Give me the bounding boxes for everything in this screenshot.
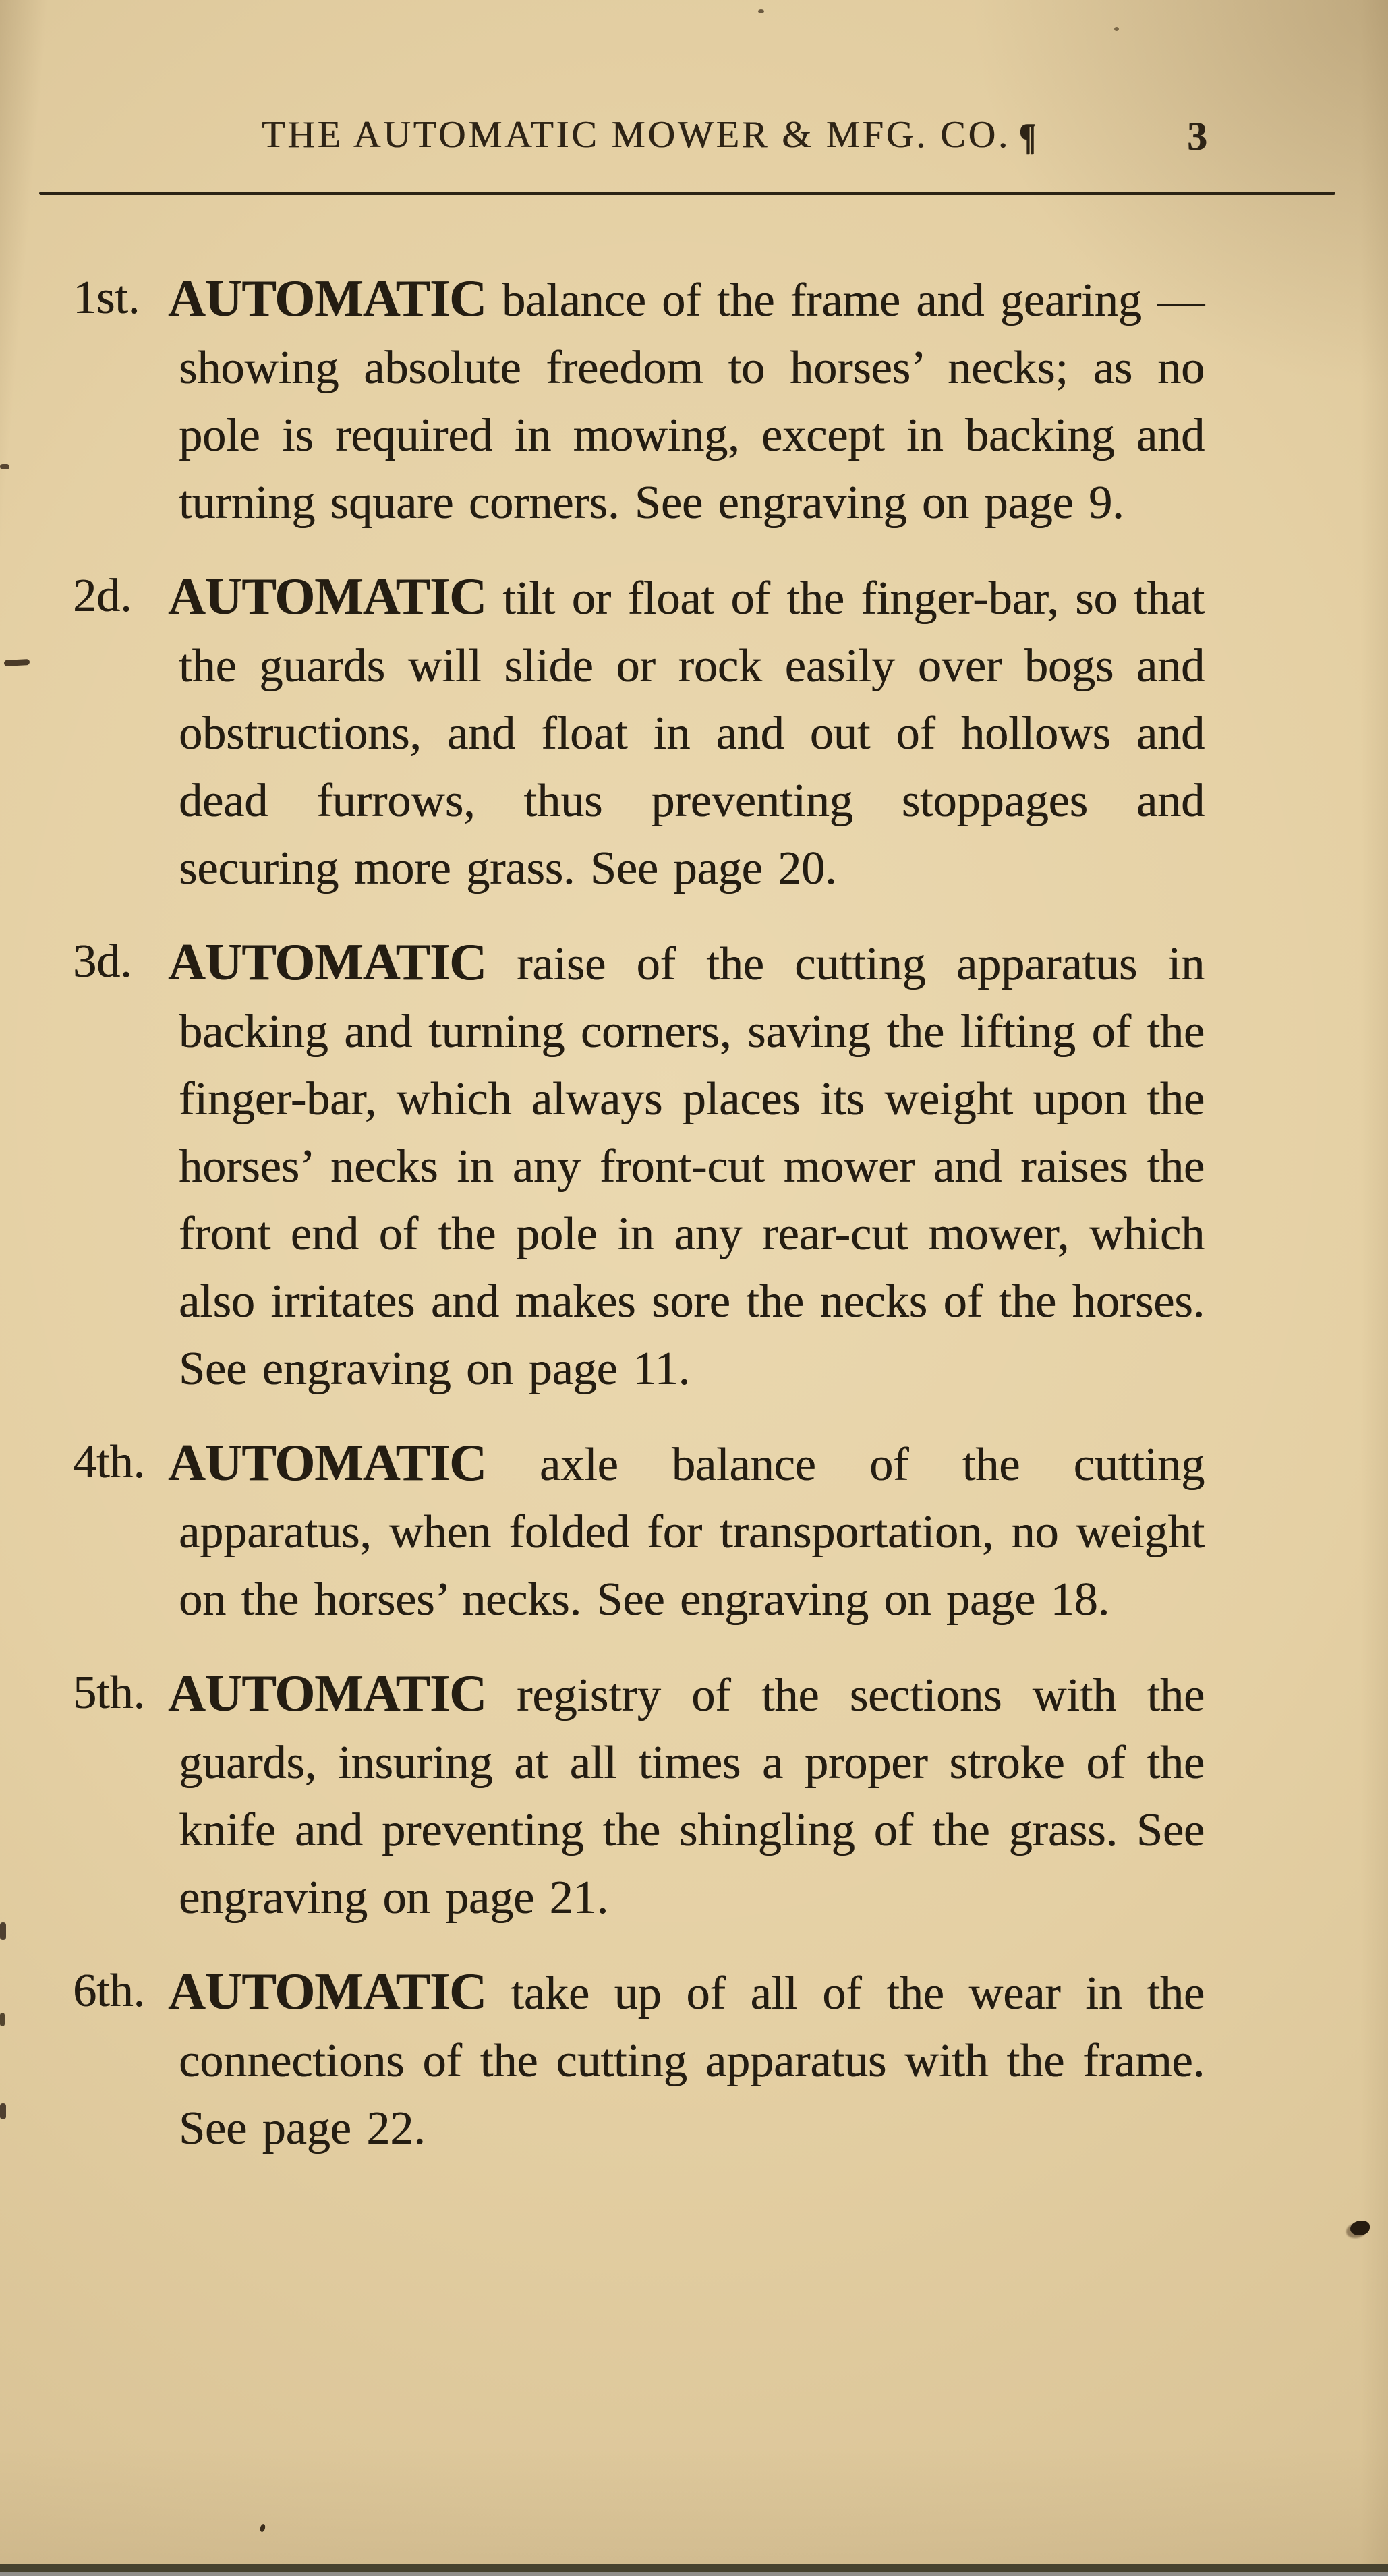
list-item [73, 1957, 1205, 2163]
item-body: balance of the frame and gearing — showing absolute freedom to horses’ necks; as no pole is required in mowing, except in backing and turning square corners. See engraving on page 9. [179, 275, 1205, 529]
list-item [73, 563, 1205, 903]
item-keyword: AUTOMATIC [168, 933, 486, 991]
list-item [73, 264, 1205, 537]
scan-bottom-edge [0, 2564, 1388, 2572]
item-body: take up of all of the wear in the connections of the cutting apparatus with the frame. See page 22. [179, 1968, 1205, 2154]
scanner-bed-strip [0, 2572, 1388, 2576]
running-title [262, 113, 1037, 156]
item-body: registry of the sections with the guards, insuring at all times a proper stroke of the knife and preventing the shingling of the grass. See engraving on page 21. [179, 1669, 1205, 1924]
item-keyword: AUTOMATIC [168, 567, 486, 625]
running-title-text: THE AUTOMATIC MOWER & MFG. CO. [262, 114, 1010, 156]
item-text [168, 563, 1205, 903]
item-text [168, 928, 1205, 1403]
item-keyword: AUTOMATIC [168, 1962, 486, 2020]
header-rule [39, 192, 1335, 195]
item-body: raise of the cutting apparatus in backing and turning corners, saving the lifting of the finger-bar, which always places its weight upon the horses’ necks in any front-cut mower and raises the front end of the pole in any rear-cut mower, which also irritates and makes sore the necks of the horses. See engraving on page 11. [179, 938, 1205, 1395]
item-number: 4th. [73, 1436, 145, 1488]
ink-speck [260, 2523, 266, 2532]
item-keyword: AUTOMATIC [168, 1664, 486, 1722]
page-edge-mark [0, 2013, 5, 2026]
ink-speck [758, 9, 764, 13]
item-number: 1st. [73, 272, 140, 324]
item-text [168, 1429, 1205, 1634]
page-edge-mark [0, 2103, 6, 2119]
page-header [0, 113, 1388, 166]
ink-blot [1350, 2221, 1370, 2235]
pilcrow-mark: ¶ [1018, 116, 1036, 158]
list-item [73, 1429, 1205, 1634]
item-body: tilt or float of the finger-bar, so that the guards will slide or rock easily over bogs and obstructions, and float in and out of hollows and dead furrows, thus preventing stoppages and securing more grass. See page 20. [179, 573, 1205, 894]
item-keyword: AUTOMATIC [168, 269, 486, 327]
item-keyword: AUTOMATIC [168, 1433, 486, 1491]
page-number: 3 [1187, 114, 1207, 159]
page-edge-mark [0, 464, 9, 469]
feature-list [73, 264, 1205, 2188]
item-number: 6th. [73, 1965, 145, 2017]
item-number: 5th. [73, 1667, 145, 1719]
page-edge-mark [0, 1922, 6, 1940]
page-edge-mark [4, 659, 30, 666]
item-number: 2d. [73, 570, 132, 622]
ink-speck [1114, 27, 1119, 31]
item-number: 3d. [73, 936, 132, 988]
item-text [168, 1659, 1205, 1932]
list-item [73, 1659, 1205, 1932]
list-item [73, 928, 1205, 1403]
item-body: axle balance of the cutting apparatus, when folded for transportation, no weight on the horses’ necks. See engraving on page 18. [179, 1439, 1205, 1626]
item-text [168, 264, 1205, 537]
item-text [168, 1957, 1205, 2163]
